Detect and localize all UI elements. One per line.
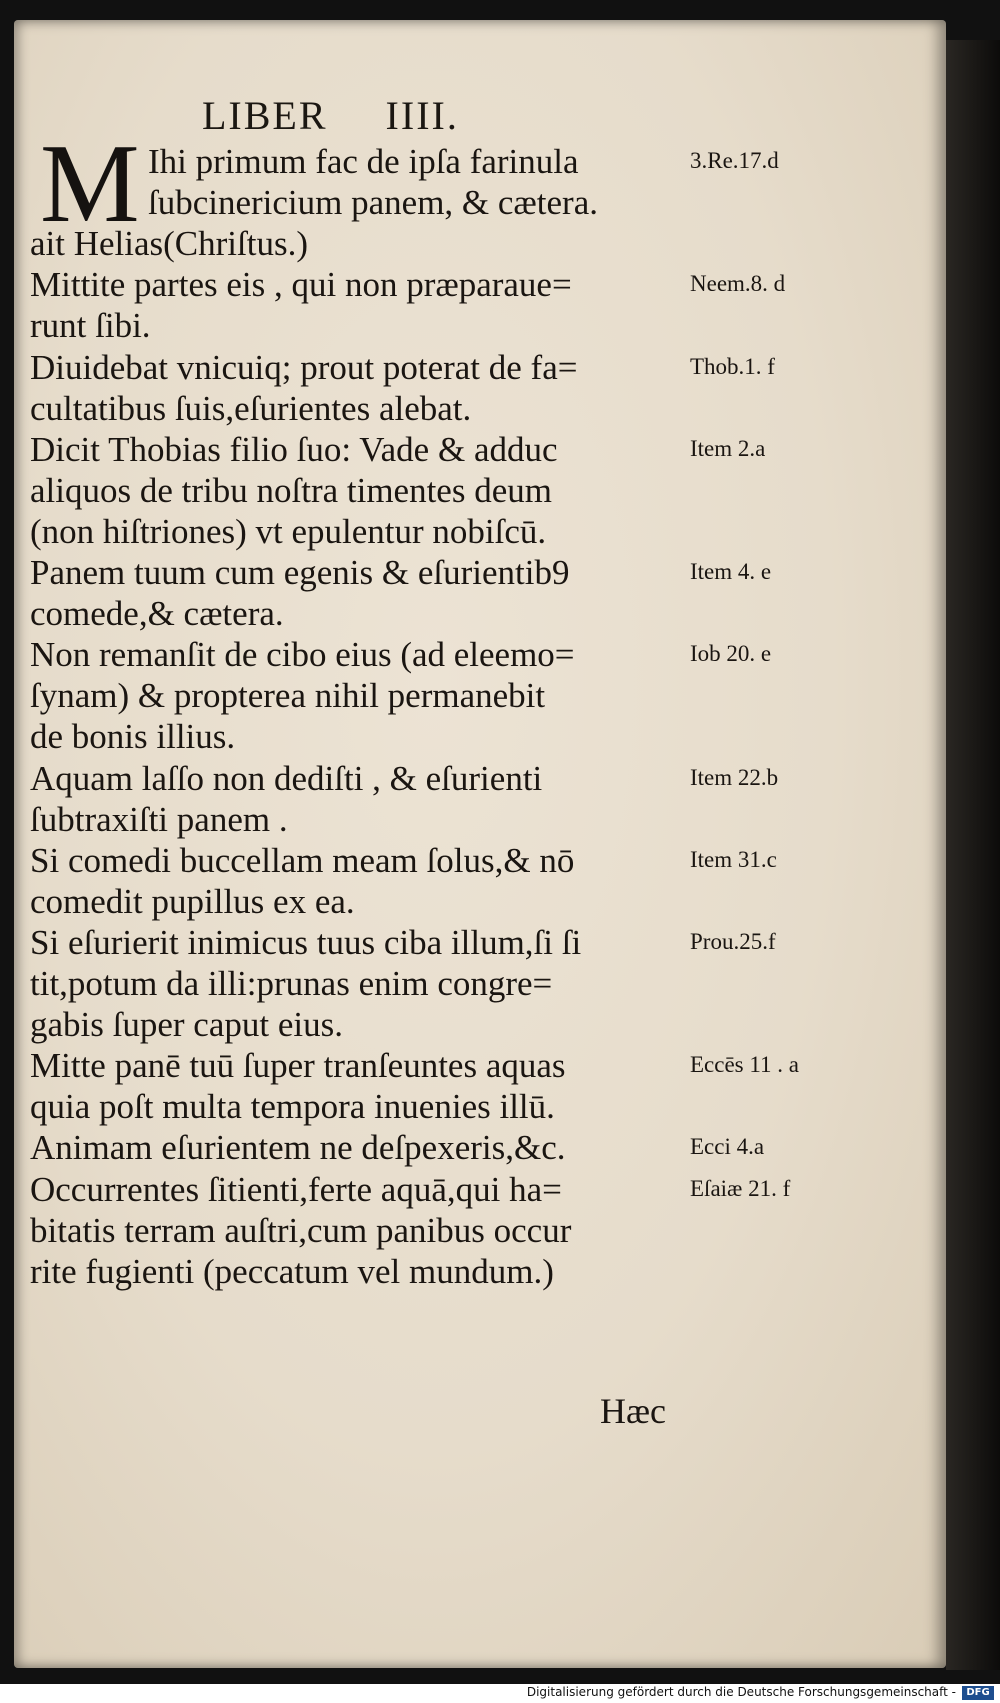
margin-reference: Eccēs 11 . a (690, 1052, 799, 1078)
margin-reference: Item 2.a (690, 435, 766, 461)
margin-reference: Item 22.b (690, 764, 779, 790)
text-line: Ihi primum fac de ipſa farinula (148, 142, 579, 181)
drop-cap: M (40, 122, 140, 246)
text-line: aliquos de tribu noſtra timentes deum (30, 470, 552, 510)
text-line: Occurrentes ſitienti,ferte aquā,qui ha= (30, 1169, 562, 1209)
header-number: IIII. (385, 93, 459, 138)
text-line: Mitte panē tuū ſuper tranſeuntes aquas (30, 1046, 566, 1086)
dfg-logo: DFG (962, 1686, 994, 1700)
text-line: comedit pupillus ex ea. (30, 881, 355, 921)
text-line: rite fugienti (peccatum vel mundum.) (30, 1251, 554, 1291)
text-line: gabis ſuper caput eius. (30, 1005, 343, 1045)
margin-reference: Neem.8. d (690, 271, 786, 297)
text-line: Diuidebat vnicuiq; prout poterat de fa= (30, 347, 578, 387)
book-edge (946, 40, 1000, 1670)
margin-reference: Eſaiæ 21. f (690, 1175, 791, 1201)
text-line: Dicit Thobias filio ſuo: Vade & adduc (30, 429, 558, 469)
margin-reference: Item 4. e (690, 559, 772, 584)
text-line: bitatis terram auſtri,cum panibus occur (30, 1210, 572, 1250)
text-line: cultatibus ſuis,eſurientes alebat. (30, 388, 472, 428)
margin-reference: Prou.25.f (690, 928, 776, 954)
text-line: ait Helias(Chriſtus.) (30, 224, 309, 264)
text-line: Aquam laſſo non dediſti , & eſurienti (30, 758, 543, 798)
header-title: LIBER (202, 93, 328, 138)
text-line: ſubcinericium panem, & cætera. (148, 183, 598, 223)
margin-reference: Thob.1. f (690, 353, 775, 379)
catchword: Hæc (600, 1391, 666, 1431)
margin-reference: Iob 20. e (690, 641, 772, 667)
margin-reference: 3.Re.17.d (690, 148, 779, 173)
text-line: Si comedi buccellam meam ſolus,& nō (30, 840, 575, 880)
margin-reference: Ecci 4.a (690, 1134, 765, 1160)
text-line: Panem tuum cum egenis & eſurientib9 (30, 553, 570, 592)
text-line: Non remanſit de cibo eius (ad eleemo= (30, 635, 575, 675)
text-line: Si eſurierit inimicus tuus ciba illum,ſi ſi (30, 922, 582, 962)
text-line: (non hiſtriones) vt epulentur nobiſcū. (30, 511, 547, 551)
text-line: de bonis illius. (30, 717, 236, 757)
text-line: Animam eſurientem ne deſpexeris,&c. (30, 1128, 566, 1168)
text-line: Mittite partes eis , qui non præparaue= (30, 265, 572, 305)
text-line: tit,potum da illi:prunas enim congre= (30, 964, 553, 1003)
margin-reference: Item 31.c (690, 846, 777, 872)
text-line: comede,& cætera. (30, 594, 284, 634)
text-line: ſynam) & propterea nihil permanebit (30, 676, 546, 716)
text-line: quia poſt multa tempora inuenies illū. (30, 1087, 555, 1127)
running-header (202, 92, 459, 139)
text-line: ſubtraxiſti panem . (30, 799, 288, 839)
text-line: runt ſibi. (30, 306, 151, 346)
footer-credit: Digitalisierung gefördert durch die Deutsche Forschungsgemeinschaft - (526, 1685, 956, 1699)
